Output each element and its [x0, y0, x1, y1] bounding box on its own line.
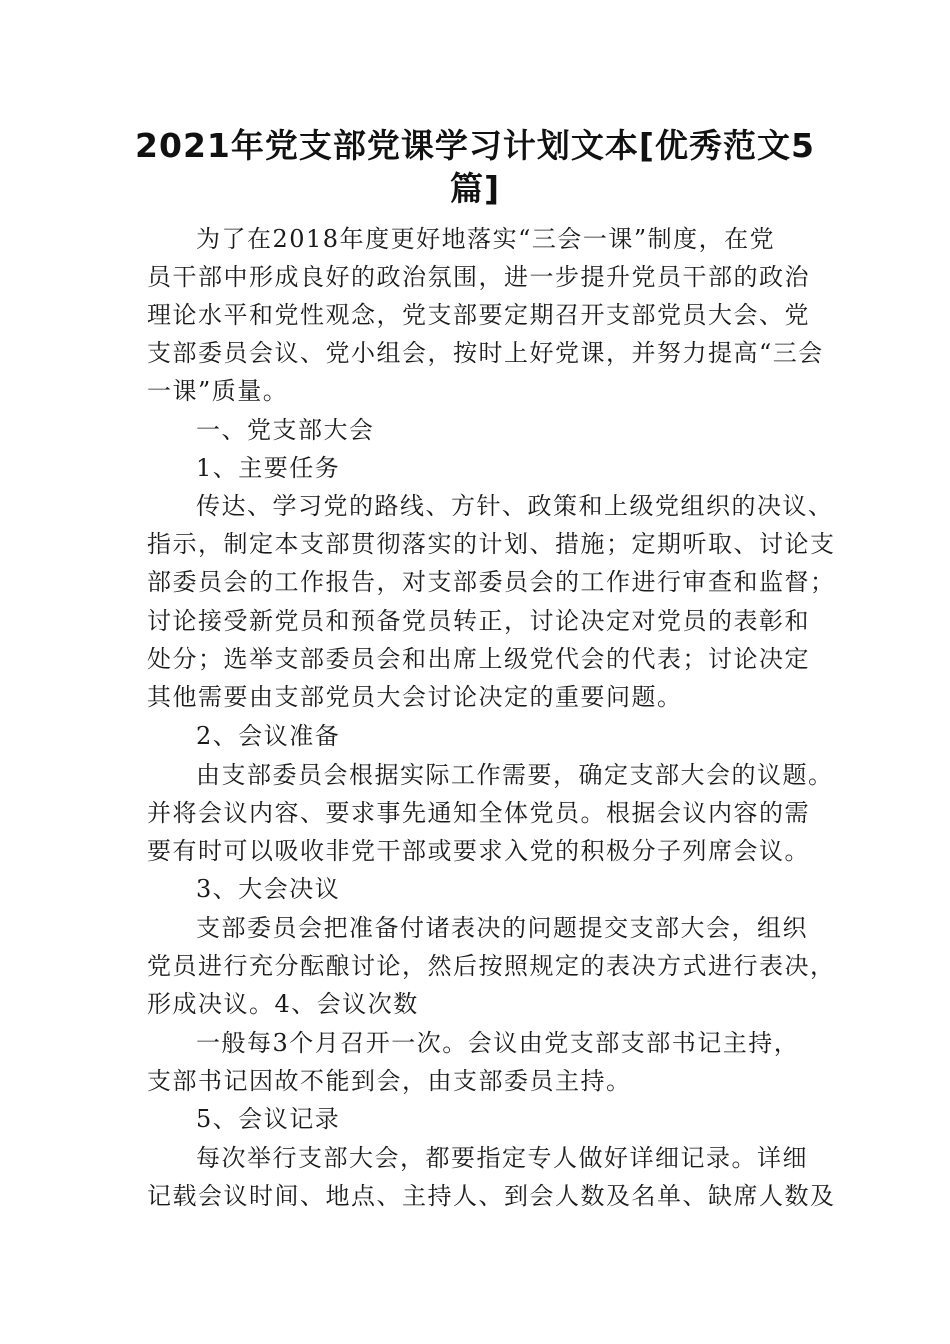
subsection-heading: 5、会议记录 — [196, 1105, 341, 1133]
body-line: 一课”质量。 — [147, 377, 289, 405]
body-line: 形成决议。4、会议次数 — [147, 990, 419, 1018]
body-line: 并将会议内容、要求事先通知全体党员。根据会议内容的需 — [147, 799, 810, 827]
body-line: 记载会议时间、地点、主持人、到会人数及名单、缺席人数及 — [147, 1182, 836, 1210]
subsection-heading: 1、主要任务 — [196, 454, 341, 482]
body-line: 传达、学习党的路线、方针、政策和上级党组织的决议、 — [196, 492, 834, 520]
body-line: 支部书记因故不能到会，由支部委员主持。 — [147, 1067, 632, 1095]
body-line: 其他需要由支部党员大会讨论决定的重要问题。 — [147, 683, 683, 711]
body-line: 部委员会的工作报告，对支部委员会的工作进行审查和监督； — [147, 568, 836, 596]
body-line: 党员进行充分酝酿讨论，然后按照规定的表决方式进行表决， — [147, 952, 836, 980]
body-line: 理论水平和党性观念，党支部要定期召开支部党员大会、党 — [147, 301, 810, 329]
subsection-heading: 2、会议准备 — [196, 722, 341, 750]
body-line: 一般每3个月召开一次。会议由党支部支部书记主持， — [196, 1029, 800, 1057]
body-line: 员干部中形成良好的政治氛围，进一步提升党员干部的政治 — [147, 263, 810, 291]
body-line: 支部委员会议、党小组会，按时上好党课，并努力提高“三会 — [147, 339, 824, 367]
body-line: 由支部委员会根据实际工作需要，确定支部大会的议题。 — [196, 761, 834, 789]
body-line: 支部委员会把准备付诸表决的问题提交支部大会，组织 — [196, 914, 808, 942]
body-line: 每次举行支部大会，都要指定专人做好详细记录。详细 — [196, 1144, 808, 1172]
body-line: 为了在2018年度更好地落实“三会一课”制度，在党 — [196, 225, 776, 253]
document-title-line-2: 篇] — [449, 169, 501, 208]
body-line: 处分；选举支部委员会和出席上级党代会的代表；讨论决定 — [147, 645, 810, 673]
document-title-line-1: 2021年党支部党课学习计划文本[优秀范文5 — [135, 126, 815, 165]
body-line: 要有时可以吸收非党干部或要求入党的积极分子列席会议。 — [147, 837, 810, 865]
section-heading: 一、党支部大会 — [196, 416, 375, 444]
body-line: 讨论接受新党员和预备党员转正，讨论决定对党员的表彰和 — [147, 607, 810, 635]
subsection-heading: 3、大会决议 — [196, 875, 341, 903]
body-line: 指示，制定本支部贯彻落实的计划、措施；定期听取、讨论支 — [147, 530, 836, 558]
